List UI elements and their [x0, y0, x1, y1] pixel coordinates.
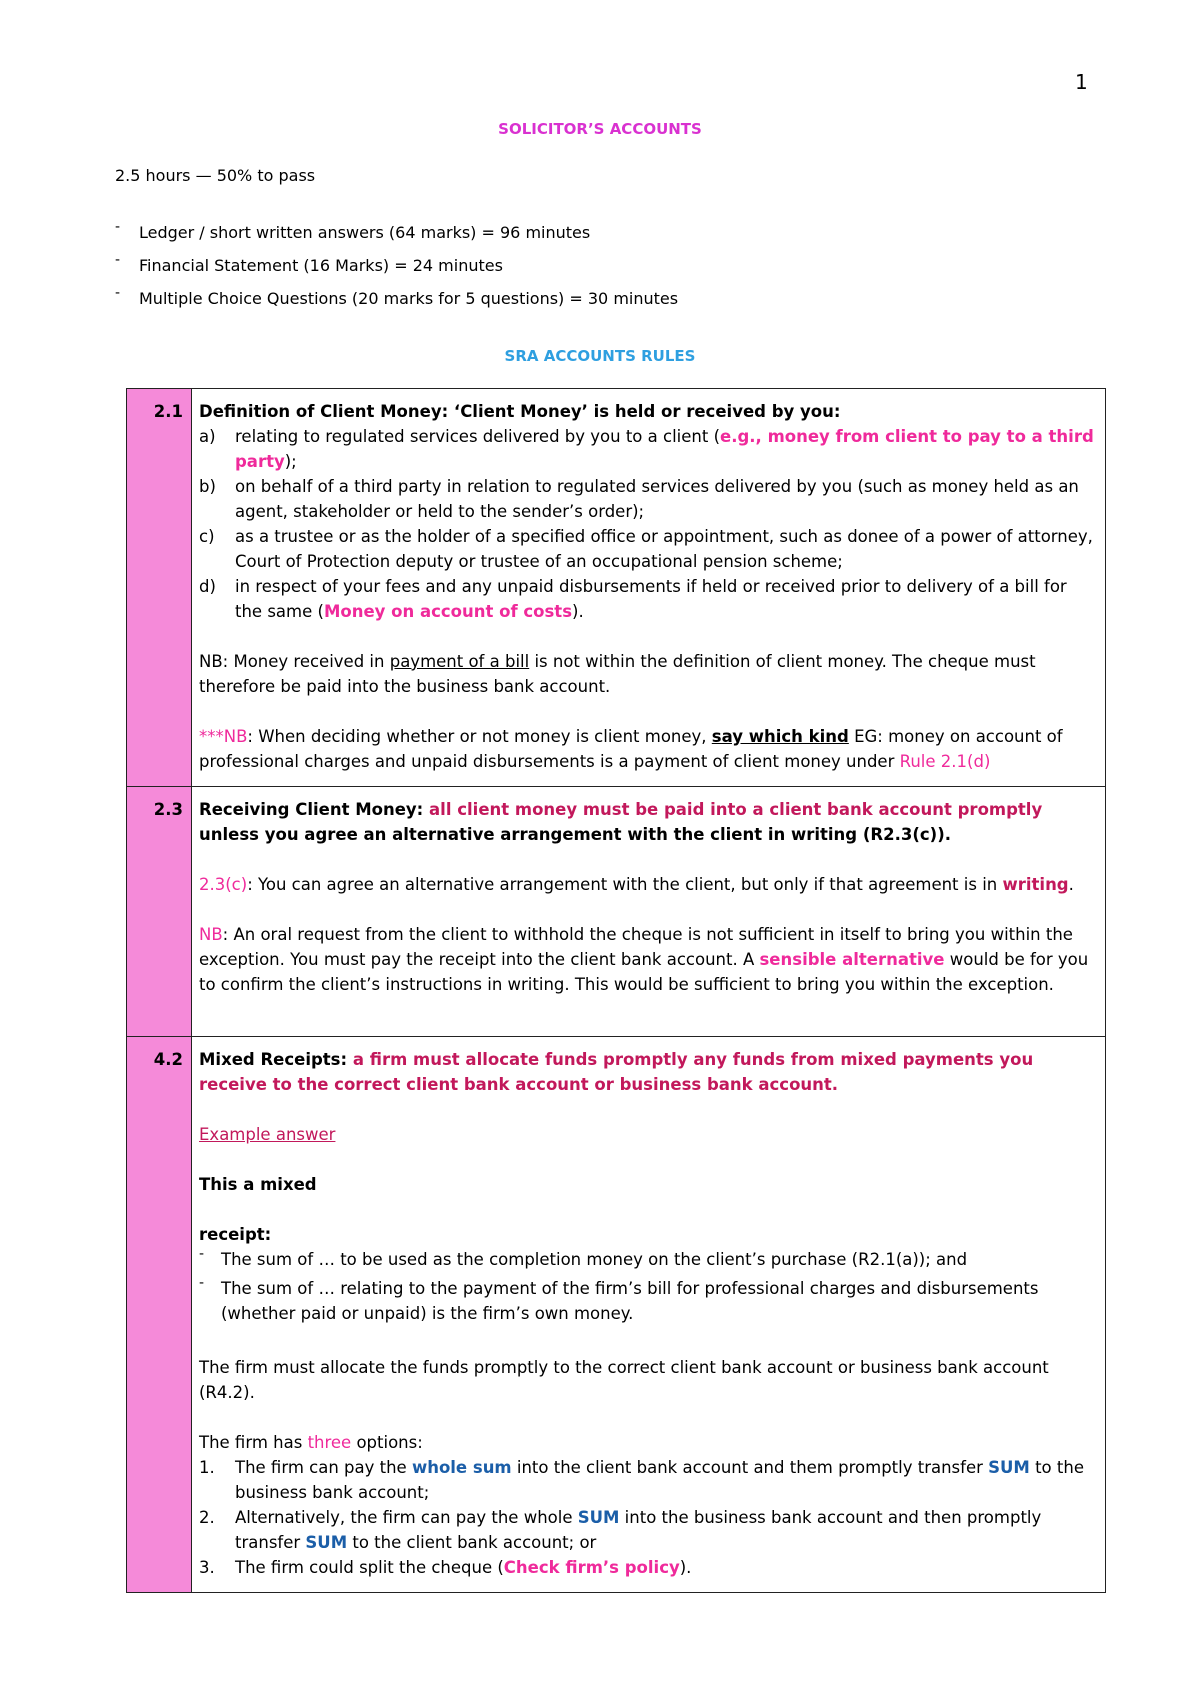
list-item: 1. The firm can pay the whole sum into the client bank account and them promptly transfer SUM to the business bank account; — [199, 1458, 1084, 1502]
dash-bullet: - — [115, 285, 121, 301]
underlined-text: payment of a bill — [389, 652, 530, 671]
mixed-receipt-list — [199, 1247, 1099, 1326]
subheading: This a mixed — [199, 1175, 317, 1194]
list-item-text: Ledger / short written answers (64 marks) = 96 minutes — [139, 223, 591, 242]
rule-title: Receiving Client Money: all client money must be paid into a client bank account promptly unless you agree an alternative arrangement with the client in writing (R2.3(c)). — [199, 800, 1043, 844]
list-item — [199, 1247, 1099, 1272]
rule-title: Definition of Client Money: ‘Client Money’ is held or received by you: — [199, 402, 841, 421]
rule-number: 2.1 — [127, 389, 192, 787]
nb-note-important: ***NB: When deciding whether or not money is client money, say which kind EG: money on account of professional charges and unpaid disbursements is a payment of client money under Rule 2.1(d) — [199, 727, 1063, 771]
rule-title: Mixed Receipts: a firm must allocate funds promptly any funds from mixed payments you receive to the correct client bank account or business bank account. — [199, 1050, 1034, 1094]
highlight-text: SUM — [577, 1508, 620, 1527]
highlight-text: whole sum — [411, 1458, 512, 1477]
item-text: as a trustee or as the holder of a specified office or appointment, such as donee of a power of attorney, Court of Protection deputy or trustee of an occupational pension scheme; — [235, 527, 1093, 571]
highlight-text: a firm must allocate funds promptly any funds from mixed payments you receive to the correct client bank account or business bank account. — [199, 1050, 1034, 1094]
rule-content — [192, 389, 1106, 787]
highlight-text: Money on account of costs — [323, 602, 573, 621]
table-row — [127, 787, 1106, 1037]
rule-paragraph: The firm has three options: — [199, 1433, 423, 1452]
rules-table — [126, 388, 1106, 1593]
item-text: relating to regulated services delivered by you to a client ( — [235, 427, 721, 446]
nb-marker: NB — [199, 925, 223, 944]
list-item — [199, 574, 1099, 624]
list-item — [199, 474, 1099, 524]
list-item: 3. The firm could split the cheque (Check firm’s policy). — [199, 1558, 692, 1577]
highlight-text: writing — [1002, 875, 1069, 894]
list-item — [115, 219, 678, 252]
rule-paragraph: The firm must allocate the funds promptly to the correct client bank account or business bank account (R4.2). — [199, 1358, 1049, 1402]
rule-paragraph: 2.3(c): You can agree an alternative arrangement with the client, but only if that agreement is in writing. — [199, 875, 1074, 894]
emphasis-text: say which kind — [711, 727, 849, 746]
dash-bullet: - — [199, 1246, 205, 1262]
item-label: c) — [199, 527, 215, 546]
example-answer-heading: Example answer — [199, 1125, 336, 1144]
list-item-text: The sum of … relating to the payment of the firm’s bill for professional charges and disbursements (whether paid or unpaid) is the firm’s own money. — [221, 1279, 1039, 1323]
dash-bullet: - — [115, 219, 121, 235]
nb-note: NB: An oral request from the client to withhold the cheque is not sufficient in itself to bring you within the exception. You must pay the receipt into the client bank account. A sensible alternative would be for you to confirm the client’s instructions in writing. This would be sufficient to bring you within the exception. — [199, 925, 1089, 994]
item-text: in respect of your fees and any unpaid disbursements if held or received prior to delivery of a bill for the same ( — [235, 577, 1067, 621]
list-item — [115, 285, 678, 318]
section-title: SRA ACCOUNTS RULES — [504, 347, 696, 365]
nb-note: NB: Money received in payment of a bill is not within the definition of client money. The cheque must therefore be paid into the business bank account. — [199, 652, 1036, 696]
highlight-text: three — [307, 1433, 352, 1452]
highlight-text: all client money must be paid into a client bank account promptly — [429, 800, 1043, 819]
item-label: d) — [199, 577, 216, 596]
highlight-text: SUM — [988, 1458, 1030, 1477]
client-money-list — [199, 424, 1099, 624]
list-item — [199, 1276, 1099, 1326]
rule-number: 4.2 — [127, 1037, 192, 1593]
dash-bullet: - — [115, 252, 121, 268]
exam-breakdown-list — [115, 219, 678, 318]
item-text: ). — [572, 602, 584, 621]
rule-reference: 2.3(c) — [199, 875, 248, 894]
highlight-text: Check firm’s policy — [503, 1558, 680, 1577]
rule-reference: Rule 2.1(d) — [899, 752, 991, 771]
highlight-text: SUM — [305, 1533, 348, 1552]
list-item-text: Financial Statement (16 Marks) = 24 minutes — [139, 256, 503, 275]
table-row — [127, 389, 1106, 787]
list-item-text: The sum of … to be used as the completion money on the client’s purchase (R2.1(a)); and — [221, 1250, 968, 1269]
highlight-text: sensible alternative — [759, 950, 945, 969]
table-row — [127, 1037, 1106, 1593]
subheading: receipt: — [199, 1225, 272, 1244]
rule-content — [192, 787, 1106, 1037]
exam-duration: 2.5 hours — 50% to pass — [115, 166, 316, 185]
list-item — [199, 424, 1099, 474]
item-text: on behalf of a third party in relation to regulated services delivered by you (such as money held as an agent, stakeholder or held to the sender’s order); — [235, 477, 1079, 521]
page-number: 1 — [1075, 70, 1088, 94]
item-text: ); — [284, 452, 297, 471]
list-item — [115, 252, 678, 285]
nb-marker: ***NB — [199, 727, 248, 746]
list-item-text: Multiple Choice Questions (20 marks for 5 questions) = 30 minutes — [139, 289, 679, 308]
document-title: SOLICITOR’S ACCOUNTS — [498, 120, 702, 138]
list-item — [199, 524, 1099, 574]
highlight-text: e.g., money from client to pay to a third party — [235, 427, 1094, 471]
item-label: a) — [199, 427, 216, 446]
options-list — [199, 1455, 1099, 1580]
rule-number: 2.3 — [127, 787, 192, 1037]
dash-bullet: - — [199, 1275, 205, 1291]
list-item: 2. Alternatively, the firm can pay the whole SUM into the business bank account and then promptly transfer SUM to the client bank account; or — [199, 1508, 1042, 1552]
item-label: b) — [199, 477, 216, 496]
rule-content — [192, 1037, 1106, 1593]
